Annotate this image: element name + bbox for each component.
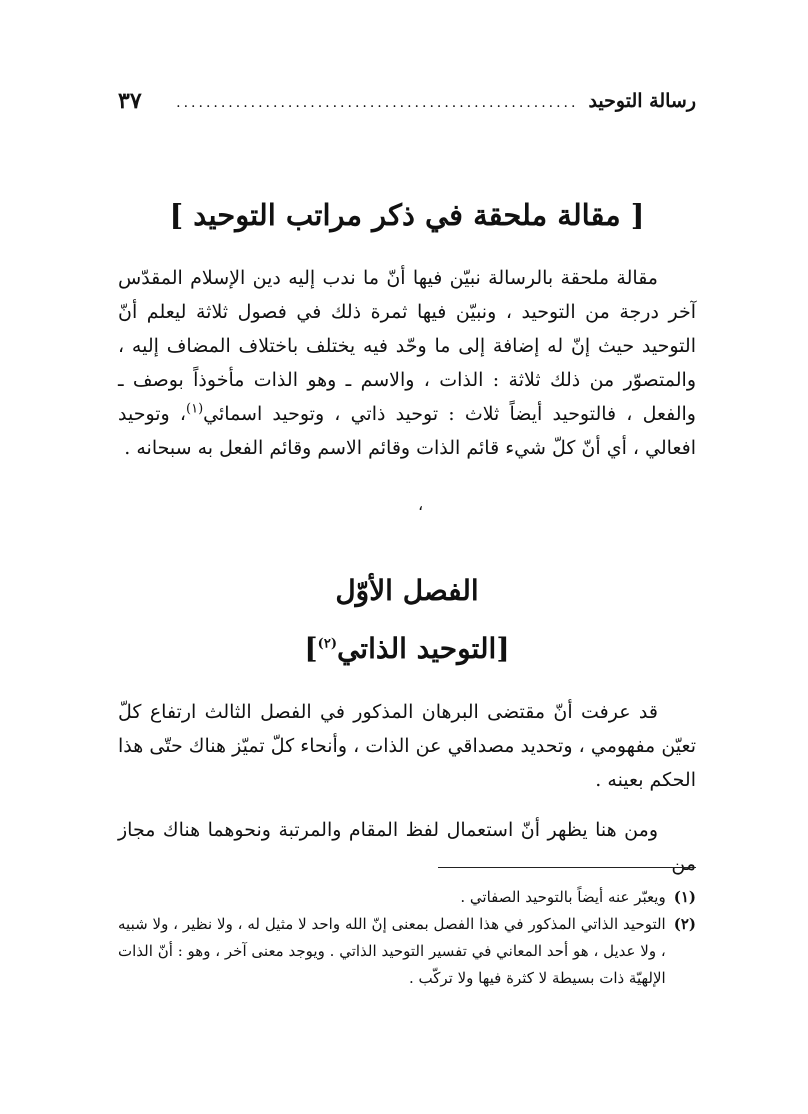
footnote-marker-2[interactable]: (٢) [317, 636, 337, 652]
intro-paragraph [118, 261, 696, 465]
body-paragraph: قد عرفت أنّ مقتضى البرهان المذكور في الفصل الثالث ارتفاع كلّ تعيّن مفهومي ، وتحديد مصداقي عن الذات ، وأنحاء كلّ تميّز هناك حتّى هذا الحكم بعينه . [118, 701, 696, 791]
footnote-marker-1[interactable]: (١) [186, 401, 204, 417]
chapter-subtitle [118, 632, 696, 665]
footnote-divider [438, 867, 696, 868]
body-paragraph-continued: ومن هنا يظهر أنّ استعمال لفظ المقام والمرتبة ونحوهما هناك مجاز من [118, 819, 696, 875]
footnote-number: (١) [673, 888, 696, 906]
intro-paragraph-text: مقالة ملحقة بالرسالة نبيّن فيها أنّ ما ندب إليه دين الإسلام المقدّس آخر درجة من التوحيد ، ونبيّن فيها ثمرة ذلك في فصول ثلاثة ليعلم أنّ التوحيد حيث إنّ له إضافة إلى ما وحّد فيه يختلف باختلاف المضاف إليه ، والمتصوّر من ذلك ثلاثة : الذات ، والاسم ـ وهو الذات مأخوذاً بوصف ـ والفعل ، فالتوحيد أيضاً ثلاث : توحيد ذاتي ، وتوحيد اسمائي [118, 267, 696, 425]
chapter-subtitle-text: [التوحيد الذاتي [336, 632, 510, 665]
header-title: رسالة التوحيد [588, 90, 696, 112]
book-page [118, 0, 696, 1114]
section-title: [ مقالة ملحقة في ذكر مراتب التوحيد ] [169, 198, 645, 232]
page-number: ٣٧ [118, 88, 142, 114]
footnote-text: ويعبّر عنه أيضاً بالتوحيد الصفاتي . [460, 888, 666, 906]
chapter-title: الفصل الأوّل [335, 574, 479, 607]
footnote-item [118, 884, 696, 911]
intro-paragraph-end: ، وتوحيد افعالي ، أي أنّ كلّ شيء قائم الذات وقائم الاسم وقائم الفعل به سبحانه . [118, 403, 696, 459]
header-dot-leader: ...................................................... [176, 95, 579, 111]
separator-mark: ، [418, 495, 424, 514]
footnote-item [118, 911, 696, 992]
footnote-number: (٢) [673, 915, 696, 933]
footnote-text: التوحيد الذاتي المذكور في هذا الفصل بمعنى إنّ الله واحد لا مثيل له ، ولا نظير ، ولا شبيه ، ولا عديل ، هو أحد المعاني في تفسير التوحيد الذاتي . ويوجد معنى آخر ، وهو : أنّ الذات الإلهيّة ذات بسيطة لا كثرة فيها ولا تركّب . [118, 915, 666, 987]
chapter-subtitle-bracket: ] [304, 632, 318, 665]
footnotes [118, 884, 696, 992]
running-header [118, 86, 696, 116]
